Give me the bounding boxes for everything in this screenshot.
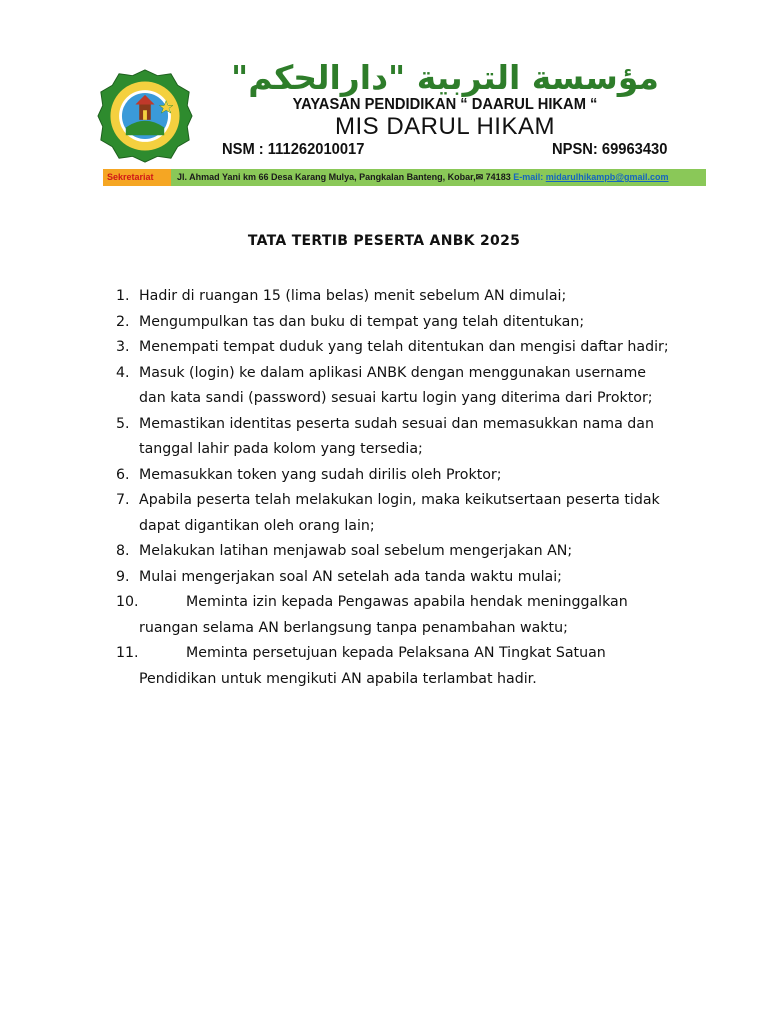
- envelope-icon: ✉: [475, 172, 484, 182]
- list-item-text: Apabila peserta telah melakukan login, maka keikutsertaan peserta tidak dapat digantikan oleh orang lain;: [139, 492, 660, 534]
- list-item-number: 8.: [116, 543, 130, 559]
- list-item: [107, 310, 677, 336]
- list-item-number: 11.: [116, 645, 139, 661]
- address-text: Jl. Ahmad Yani km 66 Desa Karang Mulya, Pangkalan Banteng, Kobar,: [177, 172, 476, 182]
- list-item: [107, 361, 677, 412]
- list-item-number: 3.: [116, 339, 130, 355]
- list-item-number: 7.: [116, 492, 130, 508]
- list-item: [107, 641, 677, 692]
- list-item-text: Mulai mengerjakan soal AN setelah ada tanda waktu mulai;: [139, 568, 562, 585]
- secretariat-label: Sekretariat: [103, 169, 171, 186]
- list-item-text: Menempati tempat duduk yang telah ditentukan dan mengisi daftar hadir;: [139, 339, 669, 355]
- list-item-number: 6.: [116, 466, 130, 483]
- list-item-text: Meminta persetujuan kepada Pelaksana AN Tingkat Satuan Pendidikan untuk mengikuti AN apabila terlambat hadir.: [139, 645, 606, 687]
- school-emblem-icon: [97, 68, 193, 164]
- postal-code: 74183: [485, 172, 511, 182]
- list-item-number: 10.: [116, 594, 139, 610]
- email-label: E-mail:: [513, 172, 544, 182]
- list-item: [107, 335, 677, 361]
- school-name: MIS DARUL HIKAM: [335, 113, 555, 140]
- npsn-number: NPSN: 69963430: [551, 141, 667, 158]
- list-item-number: 4.: [116, 364, 130, 381]
- arabic-foundation-title: مؤسسة التربية "دارالحكم": [231, 58, 659, 97]
- list-item: [107, 284, 677, 310]
- list-item-text: Hadir di ruangan 15 (lima belas) menit sebelum AN dimulai;: [139, 288, 567, 304]
- list-item: [107, 539, 677, 565]
- list-item-text: Memasukkan token yang sudah dirilis oleh Proktor;: [139, 466, 502, 483]
- nsm-number: NSM : 111262010017: [222, 141, 365, 158]
- document-title: TATA TERTIB PESERTA ANBK 2025: [247, 233, 521, 249]
- list-item-text: Meminta izin kepada Pengawas apabila hendak meninggalkan ruangan selama AN berlangsung tanpa penambahan waktu;: [139, 594, 628, 636]
- list-item: [107, 412, 677, 463]
- rules-list: [107, 284, 677, 692]
- list-item-text: Memastikan identitas peserta sudah sesuai dan memasukkan nama dan tanggal lahir pada kolom yang tersedia;: [139, 415, 654, 457]
- list-item: [107, 488, 677, 539]
- address-text-row: [171, 169, 706, 186]
- list-item-number: 1.: [116, 288, 130, 304]
- address-bar: [103, 169, 706, 186]
- foundation-name: YAYASAN PENDIDIKAN “ DAARUL HIKAM “: [292, 96, 598, 113]
- list-item: [107, 565, 677, 591]
- list-item: [107, 590, 677, 641]
- list-item-number: 2.: [116, 313, 130, 330]
- list-item-text: Masuk (login) ke dalam aplikasi ANBK dengan menggunakan username dan kata sandi (password) sesuai kartu login yang diterima dari Proktor;: [139, 364, 653, 406]
- list-item: [107, 463, 677, 489]
- list-item-text: Mengumpulkan tas dan buku di tempat yang telah ditentukan;: [139, 313, 585, 330]
- list-item-text: Melakukan latihan menjawab soal sebelum mengerjakan AN;: [139, 543, 573, 559]
- list-item-number: 5.: [116, 415, 130, 432]
- list-item-number: 9.: [116, 568, 130, 585]
- email-link[interactable]: midarulhikampb@gmail.com: [545, 172, 669, 182]
